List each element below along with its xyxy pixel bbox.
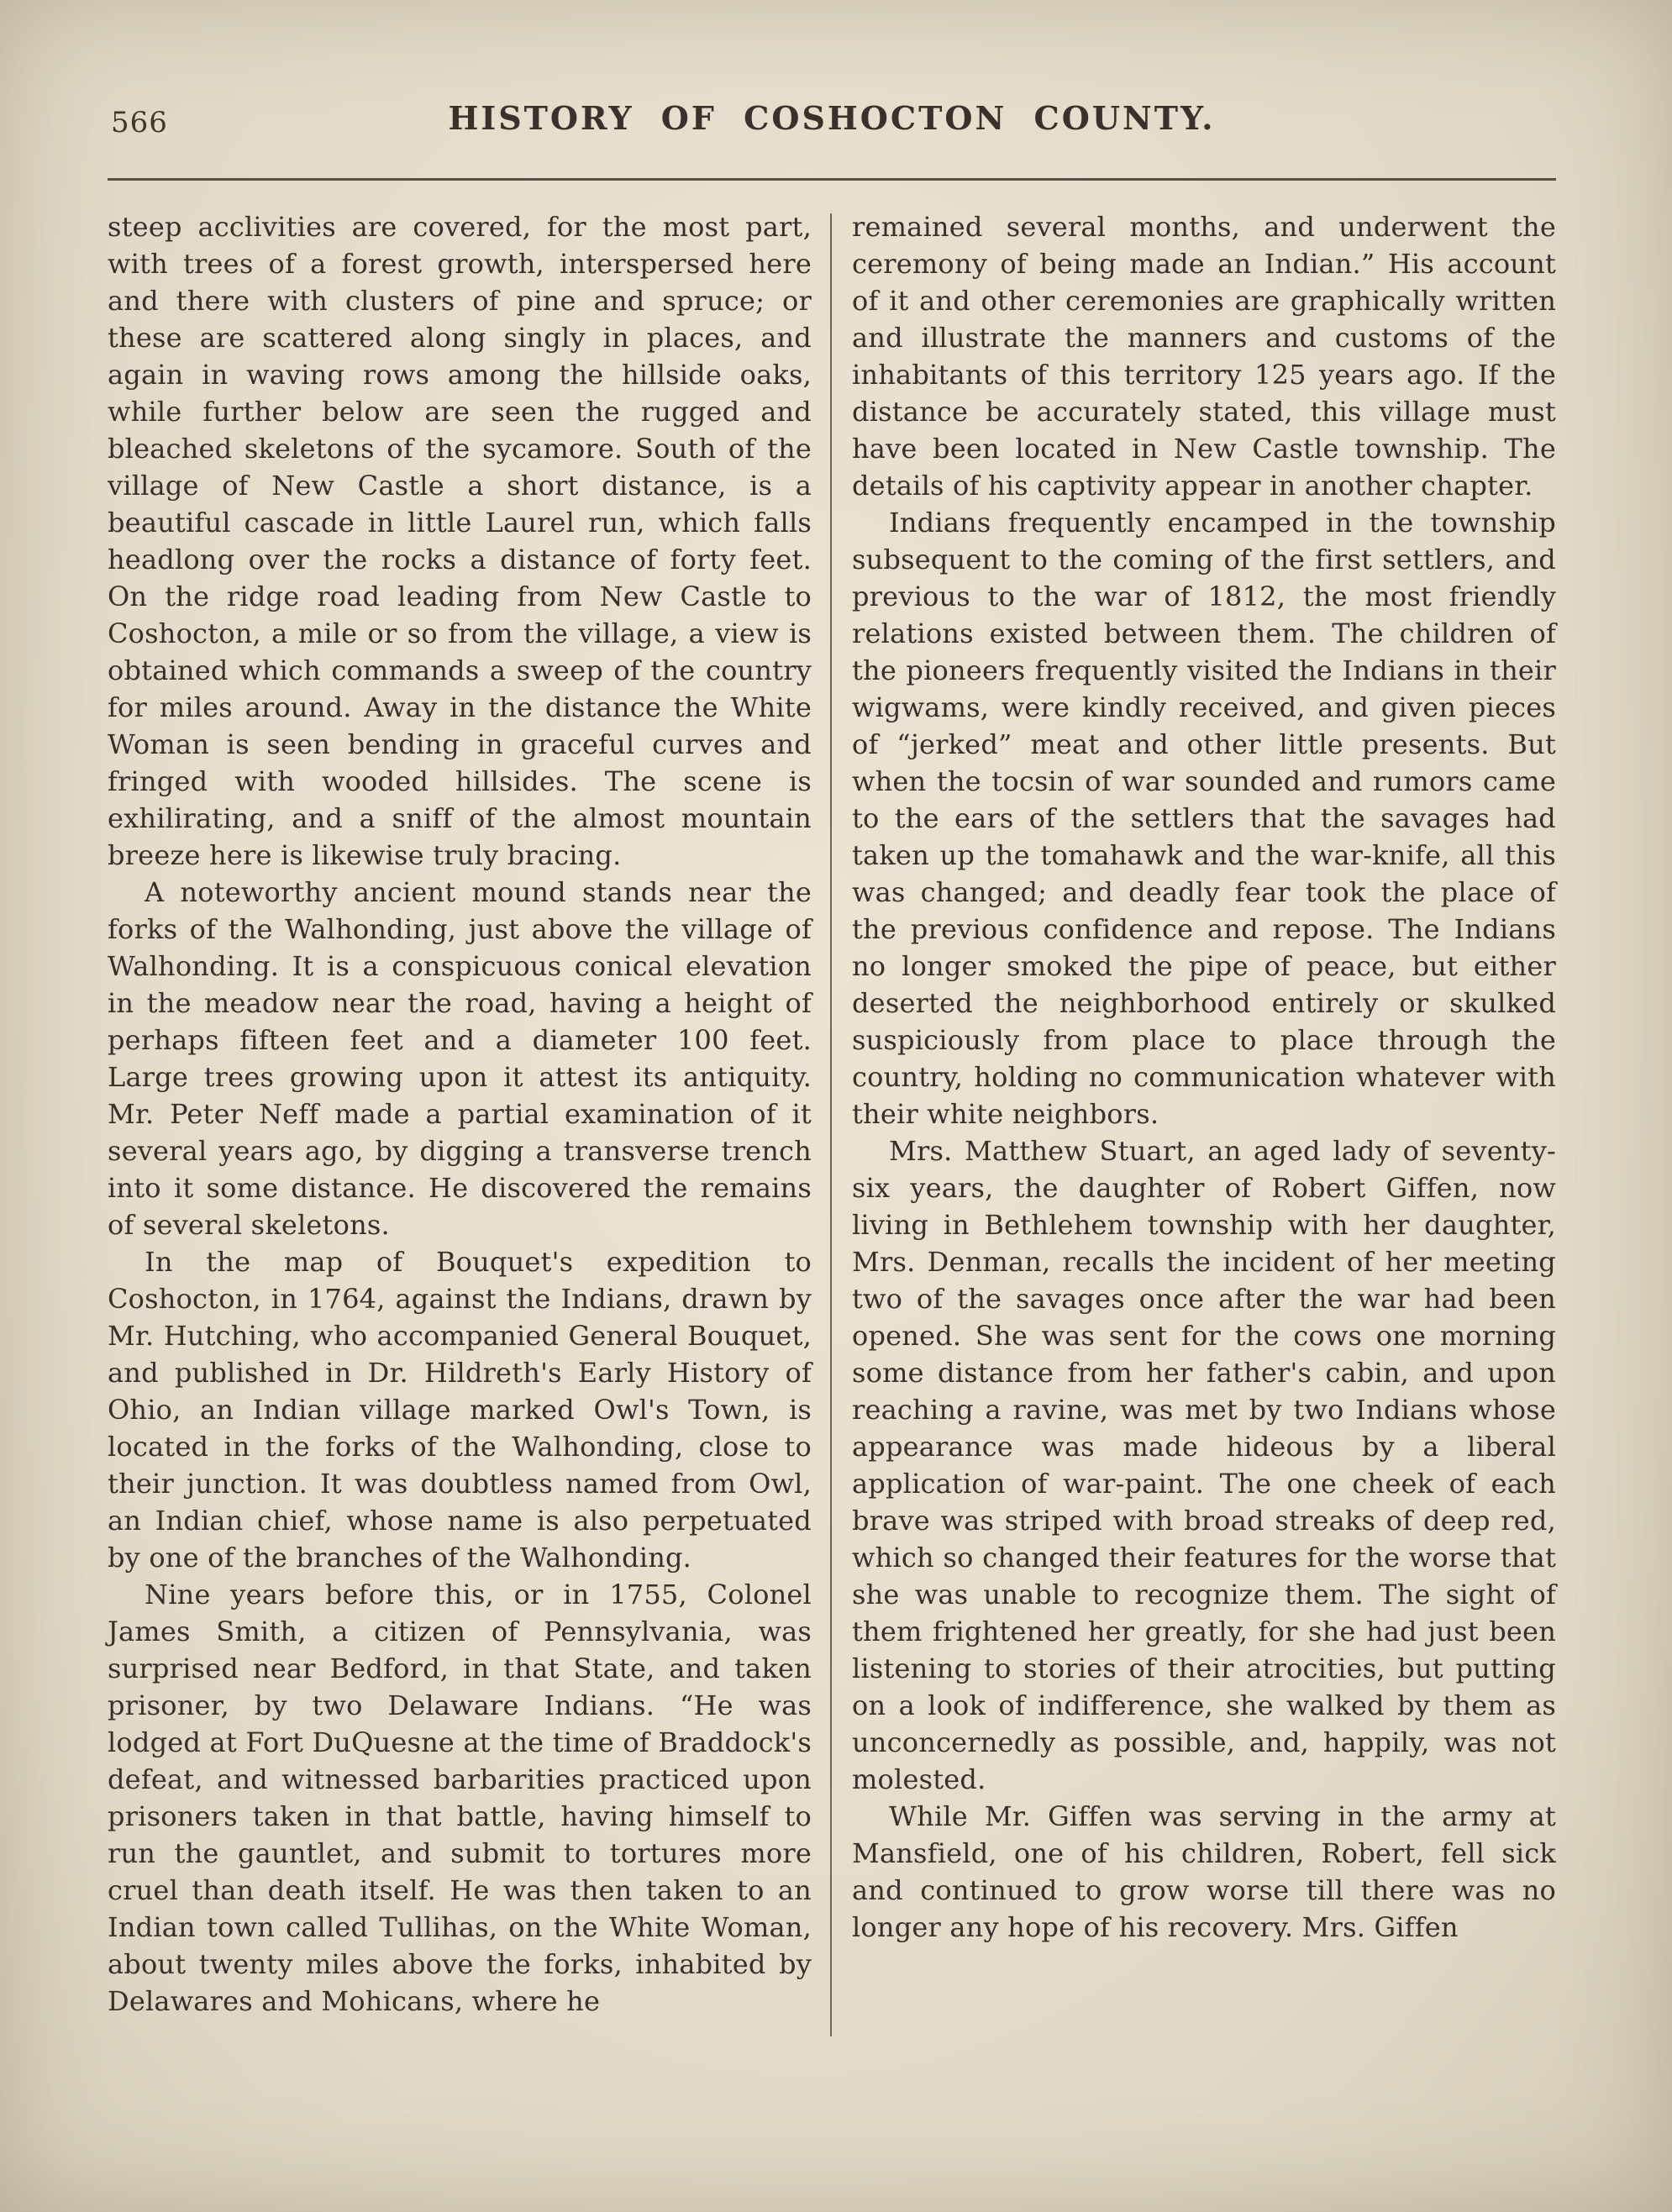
- paragraph: Mrs. Matthew Stuart, an aged lady of seventy-six years, the daughter of Robert Giffen, now living in Bethlehem township with her daughter, Mrs. Denman, recalls the incident of her meeting two of the savages once after the war had been opened. She was sent for the cows one morning some distance from her father's cabin, and upon reaching a ravine, was met by two Indians whose appearance was made hideous by a liberal application of war-paint. The one cheek of each brave was striped with broad streaks of deep red, which so changed their features for the worse that she was unable to recognize them. The sight of them frightened her greatly, for she had just been listening to stories of their atrocities, but putting on a look of indifference, she walked by them as unconcernedly as possible, and, happily, was not molested.: [852, 1135, 1556, 1795]
- paragraph: Indians frequently encamped in the township subsequent to the coming of the first settlers, and previous to the war of 1812, the most friendly relations existed between them. The children of the pioneers frequently visited the Indians in their wigwams, were kindly received, and given pieces of “jerked” meat and other little presents. But when the tocsin of war sounded and rumors came to the ears of the settlers that the savages had taken up the tomahawk and the war-knife, all this was changed; and deadly fear took the place of the previous confidence and repose. The Indians no longer smoked the pipe of peace, but either deserted the neighborhood entirely or skulked suspiciously from place to place through the country, holding no communication whatever with their white neighbors.: [852, 507, 1556, 1130]
- header-rule: [108, 178, 1556, 181]
- paragraph: While Mr. Giffen was serving in the army at Mansfield, one of his children, Robert, fell sick and continued to grow worse till there was no longer any hope of his recovery. Mrs. Giffen: [852, 1800, 1556, 1943]
- paragraph: A noteworthy ancient mound stands near the forks of the Walhonding, just above the village of Walhonding. It is a conspicuous conical elevation in the meadow near the road, having a height of perhaps fifteen feet and a diameter 100 feet. Large trees growing upon it attest its antiquity. Mr. Peter Neff made a partial examination of it several years ago, by digging a transverse trench into it some distance. He discovered the remains of several skeletons.: [108, 876, 812, 1241]
- paragraph: remained several months, and underwent the ceremony of being made an Indian.” His account of it and other ceremonies are graphically written and illustrate the manners and customs of the inhabitants of this territory 125 years ago. If the distance be accurately stated, this village must have been located in New Castle township. The details of his captivity appear in another chapter.: [852, 211, 1556, 502]
- column-left: [108, 208, 812, 2020]
- paragraph: In the map of Bouquet's expedition to Coshocton, in 1764, against the Indians, drawn by Mr. Hutching, who accompanied General Bouquet, and published in Dr. Hildreth's Early History of Ohio, an Indian village marked Owl's Town, is located in the forks of the Walhonding, close to their junction. It was doubtless named from Owl, an Indian chief, whose name is also perpetuated by one of the branches of the Walhonding.: [108, 1246, 812, 1574]
- column-right: [852, 208, 1556, 1946]
- paragraph: Nine years before this, or in 1755, Colonel James Smith, a citizen of Pennsylvania, was surprised near Bedford, in that State, and taken prisoner, by two Delaware Indians. “He was lodged at Fort DuQuesne at the time of Braddock's defeat, and witnessed barbarities practiced upon prisoners taken in that battle, having himself to run the gauntlet, and submit to tortures more cruel than death itself. He was then taken to an Indian town called Tullihas, on the White Woman, about twenty miles above the forks, inhabited by Delawares and Mohicans, where he: [108, 1579, 812, 2017]
- page-number: 566: [111, 106, 168, 139]
- page-header: [108, 99, 1556, 150]
- page-title: HISTORY OF COSHOCTON COUNTY.: [448, 99, 1216, 137]
- paragraph: steep acclivities are covered, for the most part, with trees of a forest growth, interspersed here and there with clusters of pine and spruce; or these are scattered along singly in places, and again in waving rows among the hillside oaks, while further below are seen the rugged and bleached skeletons of the sycamore. South of the village of New Castle a short distance, is a beautiful cascade in little Laurel run, which falls headlong over the rocks a distance of forty feet. On the ridge road leading from New Castle to Coshocton, a mile or so from the village, a view is obtained which commands a sweep of the country for miles around. Away in the distance the White Woman is seen bending in graceful curves and fringed with wooded hillsides. The scene is exhilirating, and a sniff of the almost mountain breeze here is likewise truly bracing.: [108, 211, 812, 871]
- column-divider: [830, 213, 832, 2036]
